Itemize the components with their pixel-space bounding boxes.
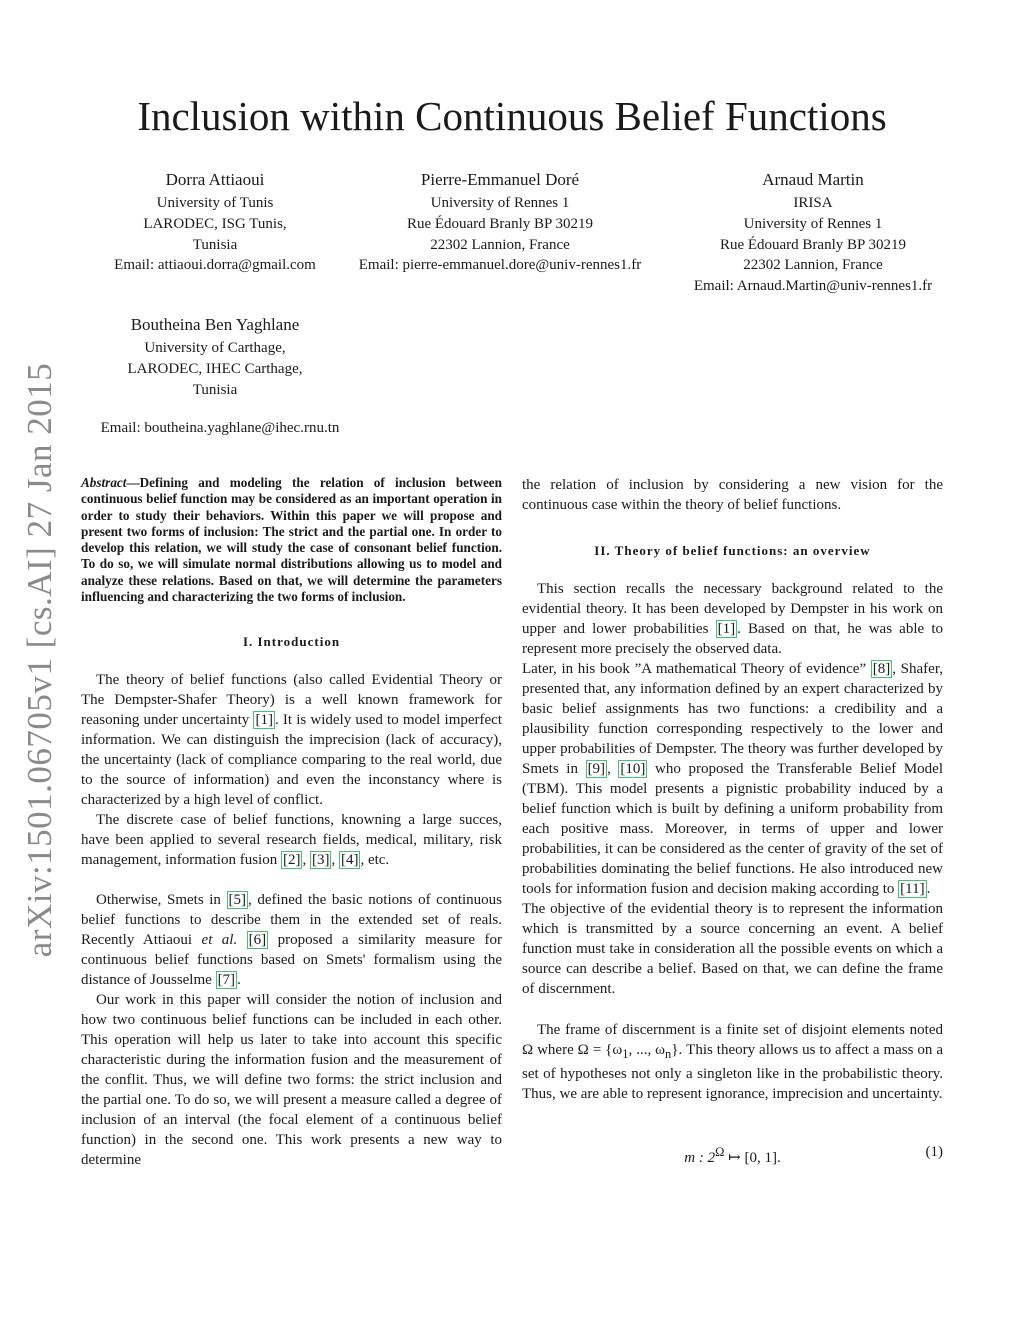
text-run: }. This theory allows us to affect a mass on a set of hypotheses not only a singleton like in the probabilistic theory. Thus, we are able to represent ignorance, imprecision and uncertainty.	[522, 1042, 943, 1102]
text-run: , Shafer, presented that, any information defined by an expert characterized by basic belief assignments has two functions: a credibility and a plausibility function corresponding respectively to the lower and upper probabilities of Dempster. The theory was further developed by Smets in	[522, 661, 943, 777]
author-name: Arnaud Martin	[762, 170, 864, 189]
text-run: The theory of belief functions (also called Evidential Theory or The Dempster-Shafer Theory) is a well known framework for reasoning under uncertainty	[81, 672, 502, 729]
citation-link[interactable]: [9]	[587, 761, 606, 777]
abstract: Abstract—Defining and modeling the relation of inclusion between continuous belief function may be considered as an important operation in order to study their behaviors. Within this paper we will propose and present two forms of inclusion: The strict and the partial one. In order to develop this relation, we will study the case of consonant belief function. To do so, we will simulate normal distributions allowing us to model and analyze these relations. Based on that, we will determine the parameters influencing and characterizing the two forms of inclusion.	[81, 475, 502, 605]
citation-link[interactable]: [6]	[248, 932, 267, 949]
citation-link[interactable]: [3]	[311, 852, 330, 869]
arxiv-stamp: arXiv:1501.06705v1 [cs.AI] 27 Jan 2015	[20, 362, 59, 958]
citation-link[interactable]: [2]	[282, 852, 301, 869]
author-affiliation-line: University of Tunis	[156, 195, 274, 211]
text-run: , etc.	[360, 852, 390, 869]
right-column	[522, 475, 943, 1164]
text-run: , defined the basic notions of continuous belief functions to describe them in the extended set of reals. Recently Attiaoui	[81, 892, 502, 949]
text-run: . Based on that, he was able to represent more precisely the observed data.	[522, 621, 943, 657]
author-affiliation-line: University of Carthage,	[144, 340, 286, 356]
left-column	[81, 475, 502, 1170]
author-email: Email: pierre-emmanuel.dore@univ-rennes1.fr	[358, 257, 642, 274]
text-run: The discrete case of belief functions, knowning a large succes, have been applied to several research fields, medical, military, risk management, information fusion	[81, 812, 502, 869]
author-block-4	[90, 313, 340, 400]
author-name: Boutheina Ben Yaghlane	[130, 315, 300, 334]
intro-paragraph-4-continued: the relation of inclusion by considering a new vision for the continuous case within the theory of belief functions.	[522, 477, 943, 513]
et-al: et al.	[201, 932, 238, 949]
citation-link[interactable]: [11]	[900, 881, 925, 897]
author-email-block-4	[70, 418, 370, 439]
author-affiliation-line: 22302 Lannion, France	[430, 236, 570, 253]
subscript: n	[665, 1047, 672, 1061]
citation-link[interactable]: [7]	[217, 972, 236, 989]
equation-rhs: ↦ [0, 1].	[724, 1150, 781, 1166]
section-title-introduction: I. Introduction	[242, 634, 341, 650]
citation-link[interactable]: [10]	[620, 761, 646, 777]
abstract-label: Abstract	[81, 475, 127, 490]
author-email: Email: attiaoui.dorra@gmail.com	[114, 257, 316, 274]
author-name: Dorra Attiaoui	[165, 170, 265, 189]
abstract-text: Defining and modeling the relation of inclusion between continuous belief function may be considered as an important operation in order to study their behaviors. Within this paper we will propose and present two forms of inclusion: The strict and the partial one. In order to develop this relation, we will study the case of consonant belief function. To do so, we will simulate normal distributions allowing us to model and analyze these relations. Based on that, we will determine the parameters influencing and characterizing the two forms of inclusion.	[81, 475, 502, 605]
intro-paragraph-3: Otherwise, Smets in [5] , defined the basic notions of continuous belief functions to describe them in the extended set of reals. Recently Attiaoui et al. [6] proposed a similarity measure for continuous belief functions based on Smets' formalism using the distance of Jousselme [7] .	[81, 892, 502, 989]
equation-number: (1)	[925, 1144, 943, 1160]
text-run: proposed a similarity measure for continuous belief functions based on Smets' formalism using the distance of Jousselme	[81, 932, 502, 989]
text-run: This section recalls the necessary background related to the evidential theory. It has been developed by Dempster in his work on upper and lower probabilities	[522, 581, 943, 637]
theory-paragraph-3: The objective of the evidential theory is to represent the information which is transmitted by a source concerning an event. A belief function must take in consideration all the possible events on which a source can describe a belief. Based on that, we can define the frame of discernment.	[522, 901, 943, 997]
equation-lhs: m : 2	[684, 1150, 716, 1166]
author-block-2	[330, 168, 670, 276]
author-email: Email: boutheina.yaghlane@ihec.rnu.tn	[100, 420, 340, 436]
text-run: The frame of discernment is a finite set of disjoint elements noted Ω where Ω = {ω	[522, 1022, 943, 1058]
theory-paragraph-2: Later, in his book ”A mathematical Theory of evidence” [8] , Shafer, presented that, any information defined by an expert characterized by basic belief assignments has two functions: a credibility and a plausibility function corresponding respectively to the lower and upper probabilities of Dempster. The theory was further developed by Smets in [9] , [10] who proposed the Transferable Belief Model (TBM). This model presents a pignistic probability induced by a belief function which is built by defining a uniform probability from each positive mass. Moreover, in terms of upper and lower probabilities, it can be considered as the center of gravity of the set of probabilities dominating the belief functions. He also introduced new tools for information fusion and decision making according to [11] .	[522, 661, 944, 897]
text-run: who proposed the Transferable Belief Model (TBM). This model presents a pignistic probability induced by a belief function which is built by defining a uniform probability from each positive mass. Moreover, in terms of upper and lower probabilities, it can be considered as the center of gravity of the set of probabilities dominating the belief functions. He also introduced new tools for information fusion and decision making according to	[522, 761, 944, 897]
citation-link[interactable]: [1]	[717, 621, 736, 637]
author-affiliation-line: LARODEC, ISG Tunis,	[143, 215, 287, 232]
intro-paragraph-1	[81, 670, 502, 810]
text-run: , ..., ω	[628, 1042, 666, 1058]
author-email: Email: Arnaud.Martin@univ-rennes1.fr	[693, 278, 933, 295]
text-run: Otherwise, Smets in	[96, 892, 227, 909]
author-affiliation-line: Tunisia	[192, 236, 238, 253]
citation-link[interactable]: [8]	[872, 661, 891, 677]
author-affiliation-line: University of Rennes 1	[743, 215, 883, 232]
theory-paragraph-4	[522, 1020, 943, 1104]
arxiv-stamp-wrap	[0, 360, 80, 960]
citation-link[interactable]: [4]	[340, 852, 359, 869]
author-affiliation-line: 22302 Lannion, France	[743, 257, 883, 274]
subscript: 1	[622, 1047, 629, 1061]
author-block-1	[90, 168, 340, 276]
equation-superscript: Ω	[715, 1145, 725, 1159]
text-run: . It is widely used to model imperfect information. We can distinguish the imprecision (lack of accuracy), the uncertainty (lack of compliance comparing to the real world, due to the source of information) and even the inconstancy where is characterized by a high level of conflict.	[81, 712, 502, 809]
citation-link[interactable]: [5]	[228, 892, 247, 909]
author-affiliation-line: Tunisia	[192, 381, 238, 398]
author-affiliation-line: LARODEC, IHEC Carthage,	[127, 360, 303, 377]
section-title-theory: II. Theory of belief functions: an overview	[594, 543, 871, 558]
author-affiliation-line: Rue Édouard Branly BP 30219	[719, 236, 907, 253]
paper-title: Inclusion within Continuous Belief Functions	[137, 93, 887, 139]
author-affiliation-line: University of Rennes 1	[430, 195, 570, 211]
author-name: Pierre-Emmanuel Doré	[420, 170, 580, 189]
equation-1	[522, 1142, 943, 1164]
intro-paragraph-2: The discrete case of belief functions, knowning a large succes, have been applied to several research fields, medical, military, risk management, information fusion [2] , [3] , [4] , etc.	[81, 812, 502, 869]
author-block-3	[668, 168, 958, 297]
intro-paragraph-4: Our work in this paper will consider the notion of inclusion and how two continuous belief functions can be included in each other. This operation will help us later to take into account this specific characteristic during the information fusion and the measurement of the conflit. Thus, we will define two forms: the strict inclusion and the partial one. To do so, we will present a measure called a degree of inclusion of an interval (the focal element of a continuous belief function) in the second one. This work presents a new way to determine	[81, 992, 502, 1169]
theory-paragraph-1	[522, 579, 943, 659]
author-affiliation-line: Rue Édouard Branly BP 30219	[406, 215, 594, 232]
author-affiliation-line: IRISA	[793, 195, 833, 211]
text-run: Later, in his book ”A mathematical Theory of evidence”	[522, 661, 871, 677]
citation-link[interactable]: [1]	[255, 712, 273, 729]
equation-body	[522, 1142, 943, 1168]
